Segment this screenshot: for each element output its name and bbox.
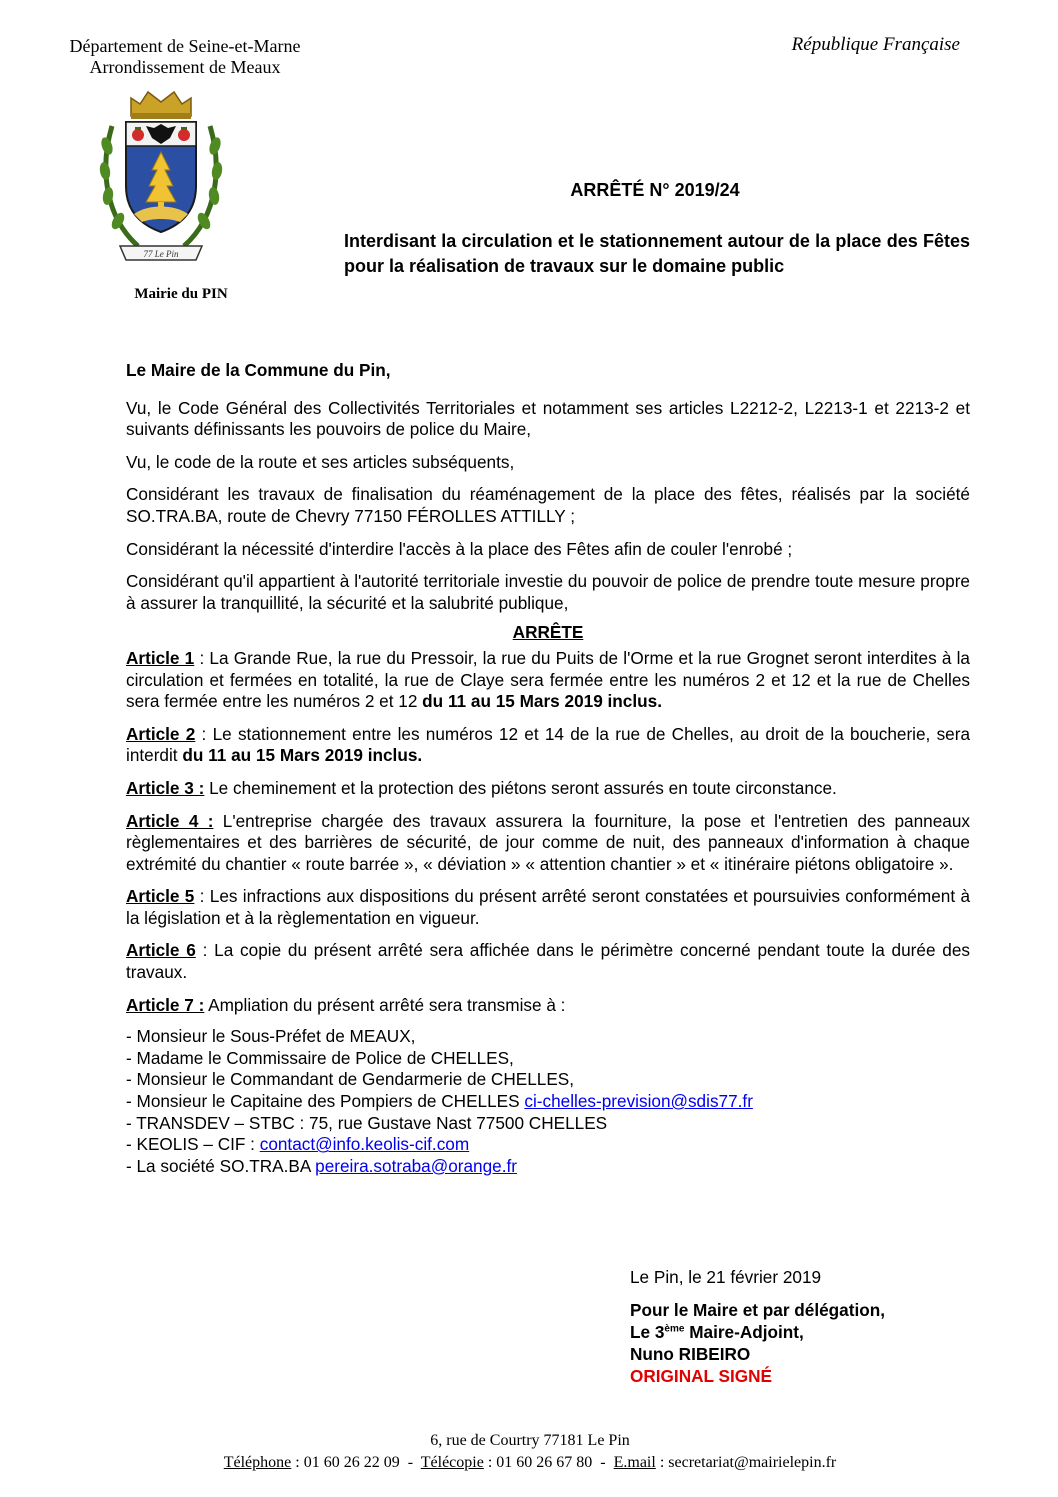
intro-line: Le Maire de la Commune du Pin,: [126, 360, 391, 380]
article-1-text: : La Grande Rue, la rue du Pressoir, la rue du Puits de l'Orme et la rue Grognet seront interdites à la circulation et fermées en totalité, la rue de Claye sera fermée entre les numéros 2 et 12 et la rue de Chelles sera fermée entre les numéros 2 et 12: [126, 647, 970, 712]
list-item: - Monsieur le Sous-Préfet de MEAUX,: [126, 1026, 416, 1047]
delegation-line: Pour le Maire et par délégation,: [630, 1300, 886, 1320]
footer: [80, 1430, 980, 1474]
considerant-paragraph-1: Considérant les travaux de finalisation du réaménagement de la place des fêtes, réalisés par la société SO.TRA.BA, route de Chevry 77150 FÉROLLES ATTILLY ;: [126, 484, 970, 526]
article-5-text: : Les infractions aux dispositions du présent arrêté seront constatées et poursuivies conformément à la législation et à la règlementation en vigueur.: [126, 886, 971, 928]
arrondissement-name: Arrondissement de Meaux: [89, 57, 281, 77]
recipient-text: - KEOLIS – CIF :: [126, 1134, 260, 1155]
list-item: - TRANSDEV – STBC : 75, rue Gustave Nast 77500 CHELLES: [126, 1112, 608, 1133]
article-4-text: L'entreprise chargée des travaux assurera la fourniture, la pose et l'entretien des panneaux règlementaires et des barrières de sécurité, de jour comme de nuit, des panneaux d'information à chaque extrémité du chantier « route barrée », « déviation » « attention chantier » et « itinéraire piétons obligatoire ».: [126, 810, 970, 874]
considerant-paragraph-3: Considérant qu'il appartient à l'autorité territoriale investie du pouvoir de police de prendre toute mesure propre à assurer la tranquillité, la sécurité et la salubrité publique,: [126, 571, 970, 613]
article-7: [126, 995, 970, 1017]
article-3-text: Le cheminement et la protection des piétons seront assurés en toute circonstance.: [204, 777, 837, 798]
department-header: [40, 36, 330, 78]
coat-of-arms-icon: [98, 86, 224, 268]
place-date: Le Pin, le 21 février 2019: [630, 1267, 822, 1287]
recipient-text: - Monsieur le Capitaine des Pompiers de CHELLES: [126, 1091, 525, 1112]
phone-number: : 01 60 26 22 09 -: [291, 1454, 421, 1471]
recipient-text: - La société SO.TRA.BA: [126, 1155, 316, 1176]
original-signed-stamp: ORIGINAL SIGNÉ: [630, 1366, 772, 1386]
fax-label: Télécopie: [420, 1454, 484, 1471]
adjoint-title: Maire-Adjoint,: [684, 1322, 804, 1342]
vu-paragraph-1: Vu, le Code Général des Collectivités Territoriales et notamment ses articles L2212-2, L2213-1 et 2213-2 et suivants définissants les pouvoirs de police du Maire,: [126, 397, 970, 440]
document-title: ARRÊTÉ N° 2019/24: [570, 180, 740, 200]
mairie-label: Mairie du PIN: [134, 286, 228, 302]
article-1-dates: du 11 au 15 Mars 2019 inclus.: [422, 691, 662, 712]
article-2-dates: du 11 au 15 Mars 2019 inclus.: [182, 745, 423, 766]
list-item: [126, 1134, 970, 1156]
article-2: [126, 724, 970, 767]
footer-address: 6, rue de Courtry 77181 Le Pin: [430, 1432, 630, 1449]
adjoint-prefix: Le 3: [630, 1322, 665, 1342]
adjoint-ordinal: ème: [664, 1323, 685, 1335]
list-item: - Madame le Commissaire de Police de CHELLES,: [126, 1047, 514, 1068]
vu-paragraph-2: Vu, le code de la route et ses articles subséquents,: [126, 451, 515, 472]
article-5-label: Article 5: [126, 886, 195, 907]
sdis-email-link[interactable]: ci-chelles-prevision@sdis77.fr: [524, 1091, 753, 1112]
crest-ribbon-text: 77 Le Pin: [143, 249, 179, 259]
article-7-text: Ampliation du présent arrêté sera transmise à :: [204, 994, 566, 1015]
article-6-label: Article 6: [126, 940, 196, 961]
arrete-heading: ARRÊTE: [512, 622, 584, 643]
article-3: [126, 778, 970, 800]
phone-label: Téléphone: [223, 1454, 292, 1471]
signature-block: [630, 1266, 970, 1387]
article-2-text: : Le stationnement entre les numéros 12 et 14 de la rue de Chelles, au droit de la boucherie, sera interdit: [126, 723, 971, 766]
list-item: [126, 1156, 970, 1178]
footer-contact: [80, 1452, 980, 1474]
email-address: : secretariat@mairielepin.fr: [655, 1454, 837, 1471]
list-item: [126, 1091, 970, 1113]
recipient-list: [126, 1026, 970, 1177]
article-3-label: Article 3 :: [126, 777, 205, 798]
article-6-text: : La copie du présent arrêté sera affichée dans le périmètre concerné pendant toute la durée des travaux.: [126, 940, 970, 983]
signatory-name: Nuno RIBEIRO: [630, 1344, 751, 1364]
article-4-label: Article 4 :: [126, 810, 214, 831]
article-5: [126, 886, 970, 929]
article-6: [126, 940, 970, 983]
keolis-email-link[interactable]: contact@info.keolis-cif.com: [259, 1134, 470, 1155]
article-1: [126, 648, 970, 713]
article-2-label: Article 2: [126, 723, 196, 744]
sotraba-email-link[interactable]: pereira.sotraba@orange.fr: [315, 1155, 517, 1176]
article-4: [126, 811, 970, 876]
article-7-label: Article 7 :: [126, 994, 205, 1015]
article-1-label: Article 1: [126, 647, 195, 668]
fax-number: : 01 60 26 67 80 -: [483, 1454, 614, 1471]
republic-label: République Française: [791, 34, 960, 55]
document-body: [126, 360, 970, 1177]
document-subject: Interdisant la circulation et le stationnement autour de la place des Fêtes pour la réalisation de travaux sur le domaine public: [344, 231, 970, 276]
adjoint-line: [630, 1321, 970, 1343]
list-item: - Monsieur le Commandant de Gendarmerie de CHELLES,: [126, 1069, 575, 1090]
considerant-paragraph-2: Considérant la nécessité d'interdire l'accès à la place des Fêtes afin de couler l'enrobé ;: [126, 538, 793, 559]
email-label: E.mail: [613, 1454, 656, 1471]
department-name: Département de Seine-et-Marne: [69, 36, 301, 56]
